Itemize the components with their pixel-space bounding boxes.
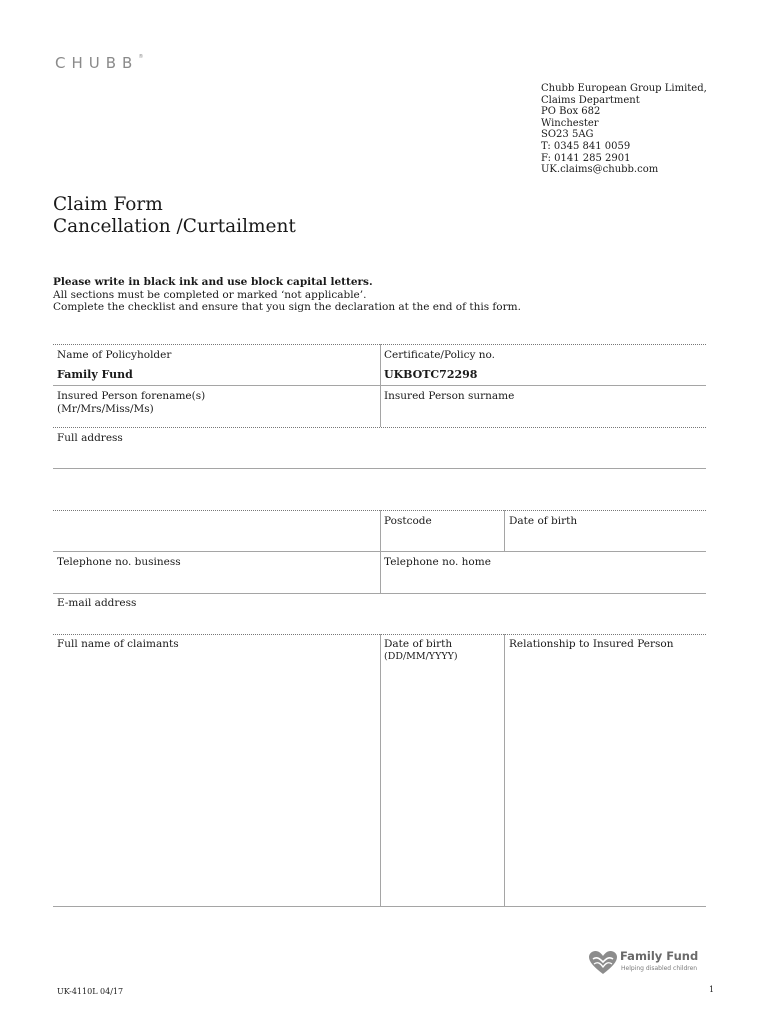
- address-field-continued[interactable]: [57, 514, 375, 548]
- address-fax: F: 0141 285 2901: [541, 152, 631, 164]
- page-number: 1: [709, 985, 715, 994]
- address-line: Winchester: [541, 117, 599, 129]
- family-fund-heart-icon: [588, 950, 618, 976]
- form-divider: [53, 427, 706, 428]
- claimants-label: Full name of claimants: [57, 638, 179, 650]
- column-divider: [380, 510, 381, 593]
- postcode-label: Postcode: [384, 515, 432, 527]
- address-line: SO23 5AG: [541, 129, 594, 141]
- instructions-line: Complete the checklist and ensure that you sign the declaration at the end of this form.: [53, 301, 521, 313]
- address-line: Chubb European Group Limited,: [541, 83, 707, 94]
- policy-no-field[interactable]: UKBOTC72298: [384, 368, 478, 381]
- instructions-bold: Please write in black ink and use block capital letters.: [53, 276, 373, 288]
- address-line: PO Box 682: [541, 106, 601, 118]
- surname-field[interactable]: [384, 404, 702, 426]
- surname-label: Insured Person surname: [384, 390, 515, 402]
- form-divider: [53, 906, 706, 907]
- email-field[interactable]: [57, 611, 702, 631]
- claimants-dob-field[interactable]: [384, 666, 500, 902]
- policyholder-label: Name of Policyholder: [57, 349, 172, 361]
- instructions: [53, 276, 521, 314]
- dob-field[interactable]: [509, 529, 702, 549]
- address-field-continued[interactable]: [57, 474, 702, 508]
- claimants-dob-label: Date of birth: [384, 638, 453, 650]
- chubb-logo-text: CHUBB: [55, 54, 139, 72]
- form-divider: [53, 593, 706, 594]
- form-code: UK-4110L 04/17: [57, 987, 124, 996]
- address-email: UK.claims@chubb.com: [541, 164, 659, 176]
- family-fund-tagline: Helping disabled children: [621, 965, 698, 972]
- column-divider: [380, 634, 381, 906]
- claim-form-grid: [53, 344, 706, 907]
- chubb-logo: [55, 54, 143, 72]
- registered-mark: ®: [138, 54, 144, 60]
- column-divider: [504, 634, 505, 906]
- policyholder-field[interactable]: Family Fund: [57, 368, 133, 381]
- instructions-line: All sections must be completed or marked ‘not applicable’.: [53, 288, 367, 301]
- form-title-line2: Cancellation /Curtailment: [53, 216, 296, 237]
- policy-no-label: Certificate/Policy no.: [384, 349, 496, 361]
- tel-home-label: Telephone no. home: [384, 556, 491, 568]
- address-phone: T: 0345 841 0059: [541, 140, 631, 152]
- column-divider: [504, 510, 505, 551]
- claimants-field[interactable]: [57, 654, 375, 902]
- postcode-field[interactable]: [384, 529, 500, 549]
- family-fund-logo: [588, 948, 706, 978]
- column-divider: [380, 344, 381, 427]
- email-label: E-mail address: [57, 597, 137, 609]
- address-field[interactable]: [57, 446, 702, 466]
- relationship-label: Relationship to Insured Person: [509, 638, 674, 650]
- family-fund-name: Family Fund: [620, 949, 699, 963]
- tel-business-field[interactable]: [57, 570, 375, 590]
- claimants-dob-format: (DD/MM/YYYY): [384, 651, 458, 662]
- forename-field[interactable]: [57, 416, 375, 426]
- form-title-line1: Claim Form: [53, 194, 163, 215]
- address-label: Full address: [57, 432, 123, 444]
- form-divider: [53, 468, 706, 469]
- relationship-field[interactable]: [509, 654, 702, 902]
- forename-label: Insured Person forename(s): [57, 390, 206, 402]
- dob-label: Date of birth: [509, 515, 578, 527]
- forename-sublabel: (Mr/Mrs/Miss/Ms): [57, 403, 154, 415]
- address-block: [541, 83, 707, 176]
- form-title: [53, 194, 296, 238]
- tel-business-label: Telephone no. business: [57, 556, 181, 568]
- tel-home-field[interactable]: [384, 570, 702, 590]
- address-line: Claims Department: [541, 94, 640, 106]
